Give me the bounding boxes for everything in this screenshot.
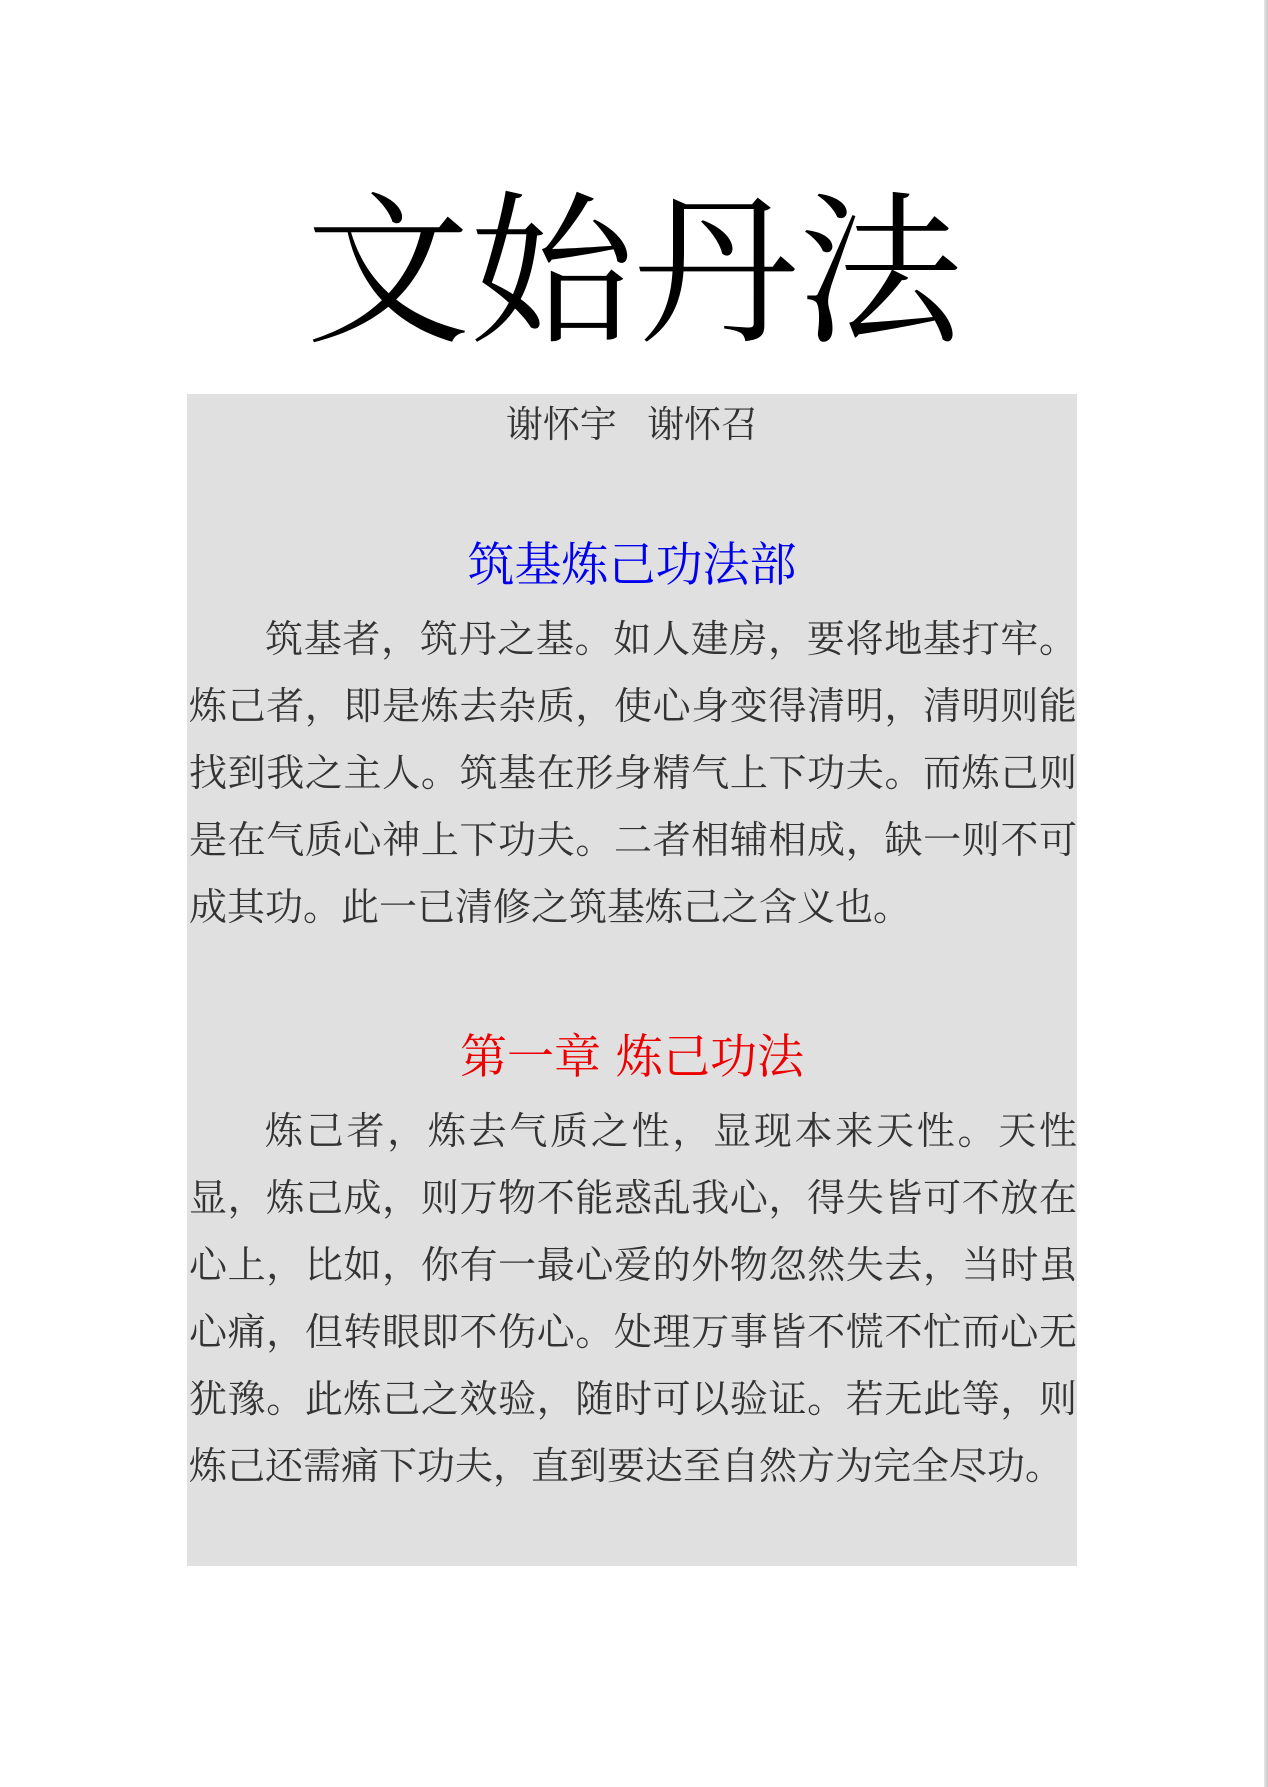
- document-title: 文始丹法: [305, 177, 962, 368]
- chapter-paragraph-1: 炼己者，炼去气质之性，显现本来天性。天性显，炼己成，则万物不能惑乱我心，得失皆可不放在心上，比如，你有一最心爱的外物忽然失去，当时虽心痛，但转眼即不伤心。处理万事皆不慌不忙而心无犹豫。此炼己之效验，随时可以验证。若无此等，则炼己还需痛下功夫，直到要达至自然方为完全尽功。: [189, 1109, 1077, 1488]
- section-paragraph-foundation: 筑基者，筑丹之基。如人建房，要将地基打牢。炼己者，即是炼去杂质，使心身变得清明，清明则能找到我之主人。筑基在形身精气上下功夫。而炼己则是在气质心神上下功夫。二者相辅相成，缺一则不可成其功。此一已清修之筑基炼己之含义也。: [189, 617, 1077, 929]
- section-heading-foundation: 筑基炼己功法部: [467, 538, 797, 593]
- chapter-heading-1: 第一章 炼己功法: [460, 1030, 804, 1085]
- content-block: [187, 394, 1077, 1566]
- authors-line: 谢怀宇 谢怀召: [505, 403, 759, 446]
